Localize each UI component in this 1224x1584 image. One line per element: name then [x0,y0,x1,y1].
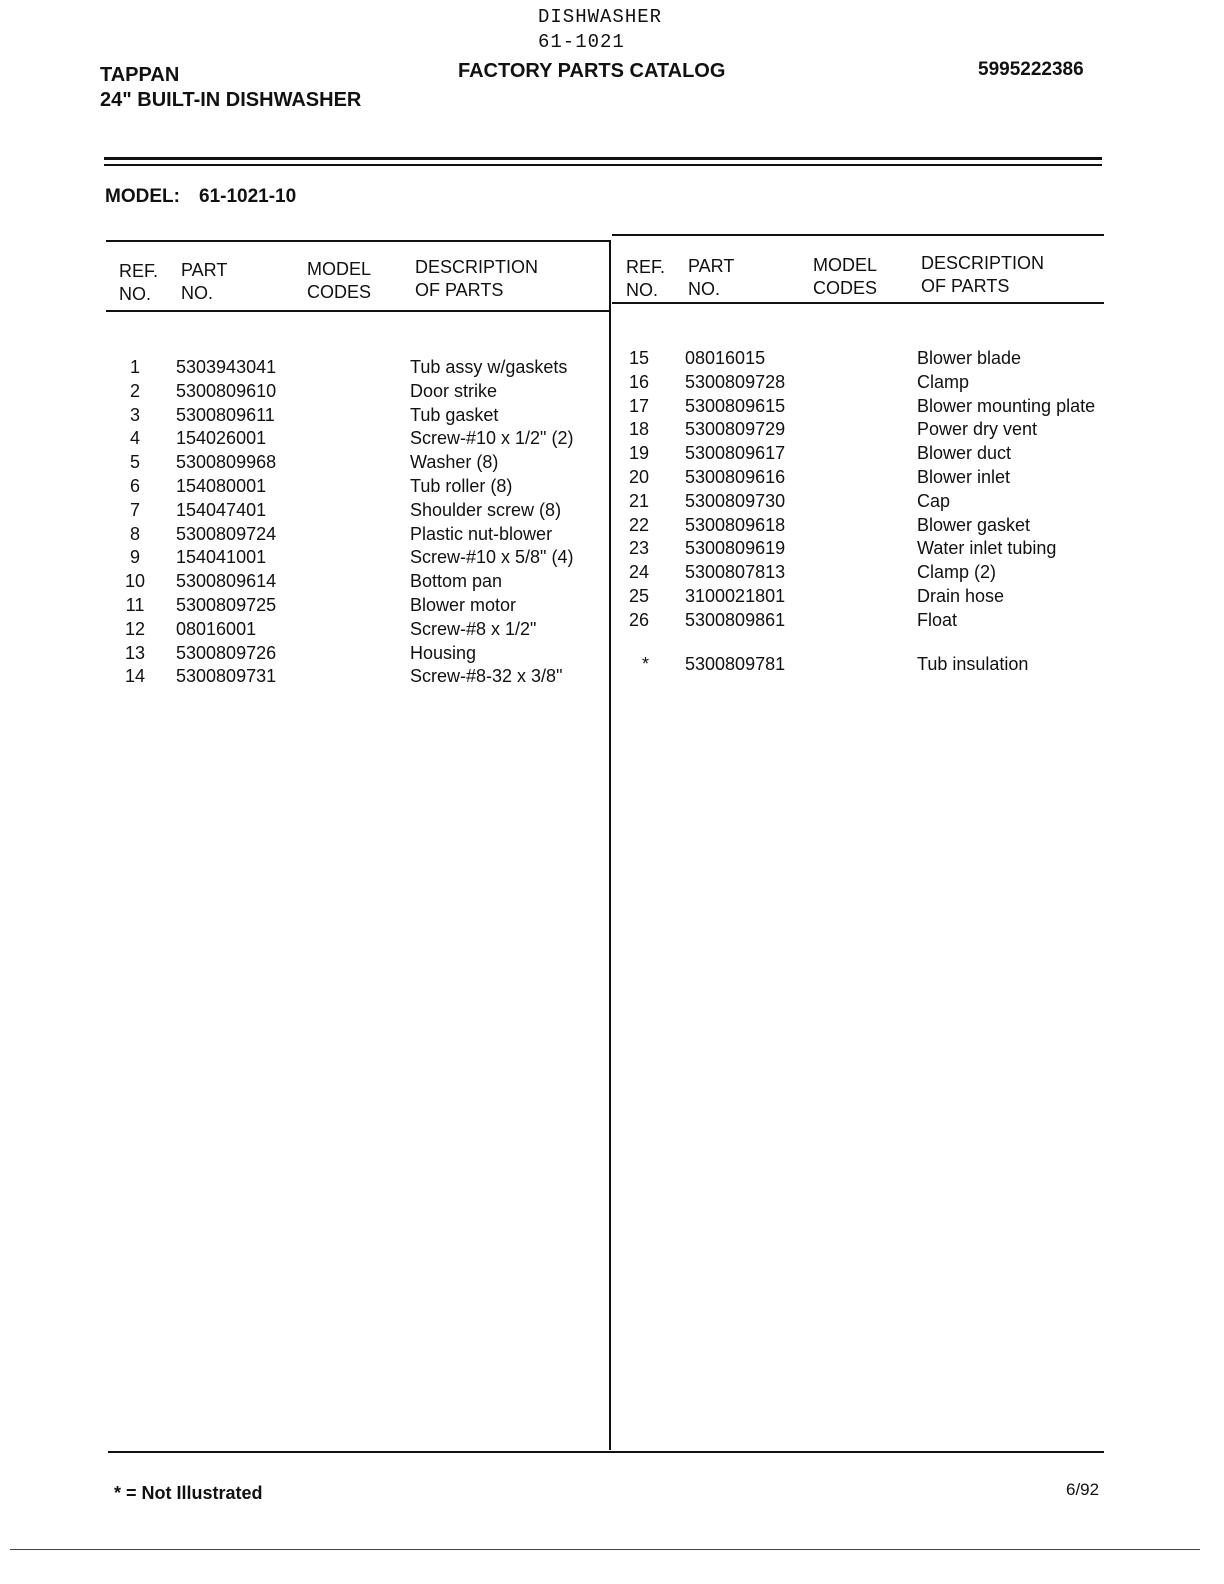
revision-date: 6/92 [1066,1480,1100,1499]
part-number: 08016015 [685,348,766,368]
right-header-part: PART NO. [688,256,735,299]
part-number: 5300809616 [685,467,786,487]
part-description: Housing [410,642,477,663]
ref-number: 7 [129,499,140,520]
ref-number: 14 [124,666,146,687]
part-number: 5300809731 [176,666,277,687]
part-number: 5300809724 [176,523,277,544]
part-number: 154041001 [176,547,267,568]
part-number: 08016001 [176,618,257,639]
part-number: 5300809861 [685,609,786,630]
table-row [0,610,1224,634]
ref-number: 8 [129,523,140,544]
part-description: Tub gasket [410,404,499,425]
part-description: Plastic nut-blower [410,523,553,544]
part-number: 5300809618 [685,514,786,535]
ref-number: 10 [124,571,146,592]
part-number: 5300809729 [685,419,786,440]
model-label: MODEL: [105,186,180,207]
part-number: 5300809619 [685,538,786,559]
header-bottom-rule-right [612,302,1104,304]
ref-number: 12 [124,618,146,639]
ref-number: 16 [628,371,650,392]
part-number: 5300809610 [176,380,277,401]
part-number: 5300809611 [176,404,275,425]
ref-number: 21 [628,490,650,511]
ref-number: 17 [628,395,650,416]
part-description: Screw-#10 x 5/8" (4) [410,547,574,568]
ref-number: 24 [628,562,650,583]
table-row [0,372,1224,396]
part-description: Screw-#8-32 x 3/8" [410,666,563,687]
table-top-rule-left [106,240,610,242]
part-description: Shoulder screw (8) [410,499,562,520]
ref-number: 2 [129,380,140,401]
ref-number: 1 [129,357,140,377]
part-description: Washer (8) [410,452,499,473]
part-number: 154080001 [176,476,267,496]
ref-number: 13 [124,642,146,663]
part-description: Clamp [917,371,970,392]
left-header-ref: REF. NO. [119,261,159,304]
part-number: 5303943041 [176,357,277,377]
part-description: Cap [917,490,951,511]
part-description: Power dry vent [917,419,1038,440]
table-row [0,491,1224,515]
catalog-number: 5995222386 [978,59,1084,80]
part-number: 5300809615 [685,395,786,416]
left-header-part: PART NO. [181,260,228,303]
right-header-model: MODEL CODES [813,255,878,298]
table-row [0,538,1224,562]
part-description: Drain hose [917,586,1005,606]
ref-number: 6 [129,476,140,496]
part-description: Screw-#8 x 1/2" [410,618,537,639]
left-header-desc: DESCRIPTION OF PARTS [415,257,539,300]
ref-number: 22 [628,514,650,535]
part-description: Bottom pan [410,571,503,592]
part-number: 5300807813 [685,562,786,583]
header-bottom-rule-left [106,310,610,312]
ref-number: 9 [129,547,140,568]
ref-number: 18 [628,419,650,440]
part-number: 5300809726 [176,642,277,663]
table-row [0,586,1224,610]
ref-number: 25 [628,586,650,606]
table-row [0,467,1224,491]
part-description: Blower blade [917,348,1022,368]
table-row [0,562,1224,586]
part-description: Water inlet tubing [917,538,1057,559]
part-description: Blower mounting plate [917,395,1096,416]
table-row-not-illustrated [0,654,1224,678]
part-description: Blower gasket [917,514,1031,535]
part-description: Tub assy w/gaskets [410,357,568,377]
part-number: 5300809728 [685,371,786,392]
table-row [0,515,1224,539]
part-number: 5300809781 [685,654,786,674]
part-description: Door strike [410,380,498,401]
part-number: 5300809968 [176,452,277,473]
part-description: Clamp (2) [917,562,997,583]
right-header-desc: DESCRIPTION OF PARTS [921,253,1045,296]
part-description: Tub insulation [917,654,1029,674]
table-row [0,443,1224,467]
model-value: 61-1021-10 [199,186,297,207]
ref-number: 11 [125,595,145,615]
right-header-ref: REF. NO. [626,257,666,300]
part-description: Blower duct [917,443,1012,464]
doc-type: DISHWASHER [538,6,663,28]
doc-number: 61-1021 [538,31,625,53]
part-number: 5300809614 [176,571,277,592]
part-description: Blower inlet [917,467,1011,487]
catalog-title: FACTORY PARTS CATALOG [458,60,726,82]
ref-number: 26 [628,609,650,630]
ref-number: 23 [628,538,650,559]
ref-number: 4 [129,428,140,449]
left-header-model: MODEL CODES [307,259,372,302]
part-number: 154047401 [176,499,267,520]
footnote: * = Not Illustrated [114,1483,263,1503]
ref-number: 15 [628,348,650,368]
part-number: 5300809730 [685,490,786,511]
ref-number: 3 [129,404,140,425]
brand-name: TAPPAN [100,64,180,86]
part-description: Float [917,609,958,630]
product-name: 24" BUILT-IN DISHWASHER [100,89,362,111]
ref-number: 19 [628,443,650,464]
part-description: Blower motor [410,595,517,615]
header-rule-bottom [104,164,1102,166]
table-top-rule-right [612,234,1104,236]
part-number: 5300809617 [685,443,786,464]
part-number: 3100021801 [685,586,786,606]
table-row [0,419,1224,443]
part-description: Screw-#10 x 1/2" (2) [410,428,574,449]
part-description: Tub roller (8) [410,476,513,496]
header-rule-top [104,157,1102,160]
ref-number: 20 [628,467,650,487]
page-bottom-line [10,1549,1200,1550]
ref-number: 5 [129,452,140,473]
table-bottom-rule [108,1451,1104,1453]
table-row [0,396,1224,420]
ref-number: * [642,654,650,674]
table-row [0,348,1224,372]
part-number: 154026001 [176,428,267,449]
part-number: 5300809725 [176,595,277,615]
